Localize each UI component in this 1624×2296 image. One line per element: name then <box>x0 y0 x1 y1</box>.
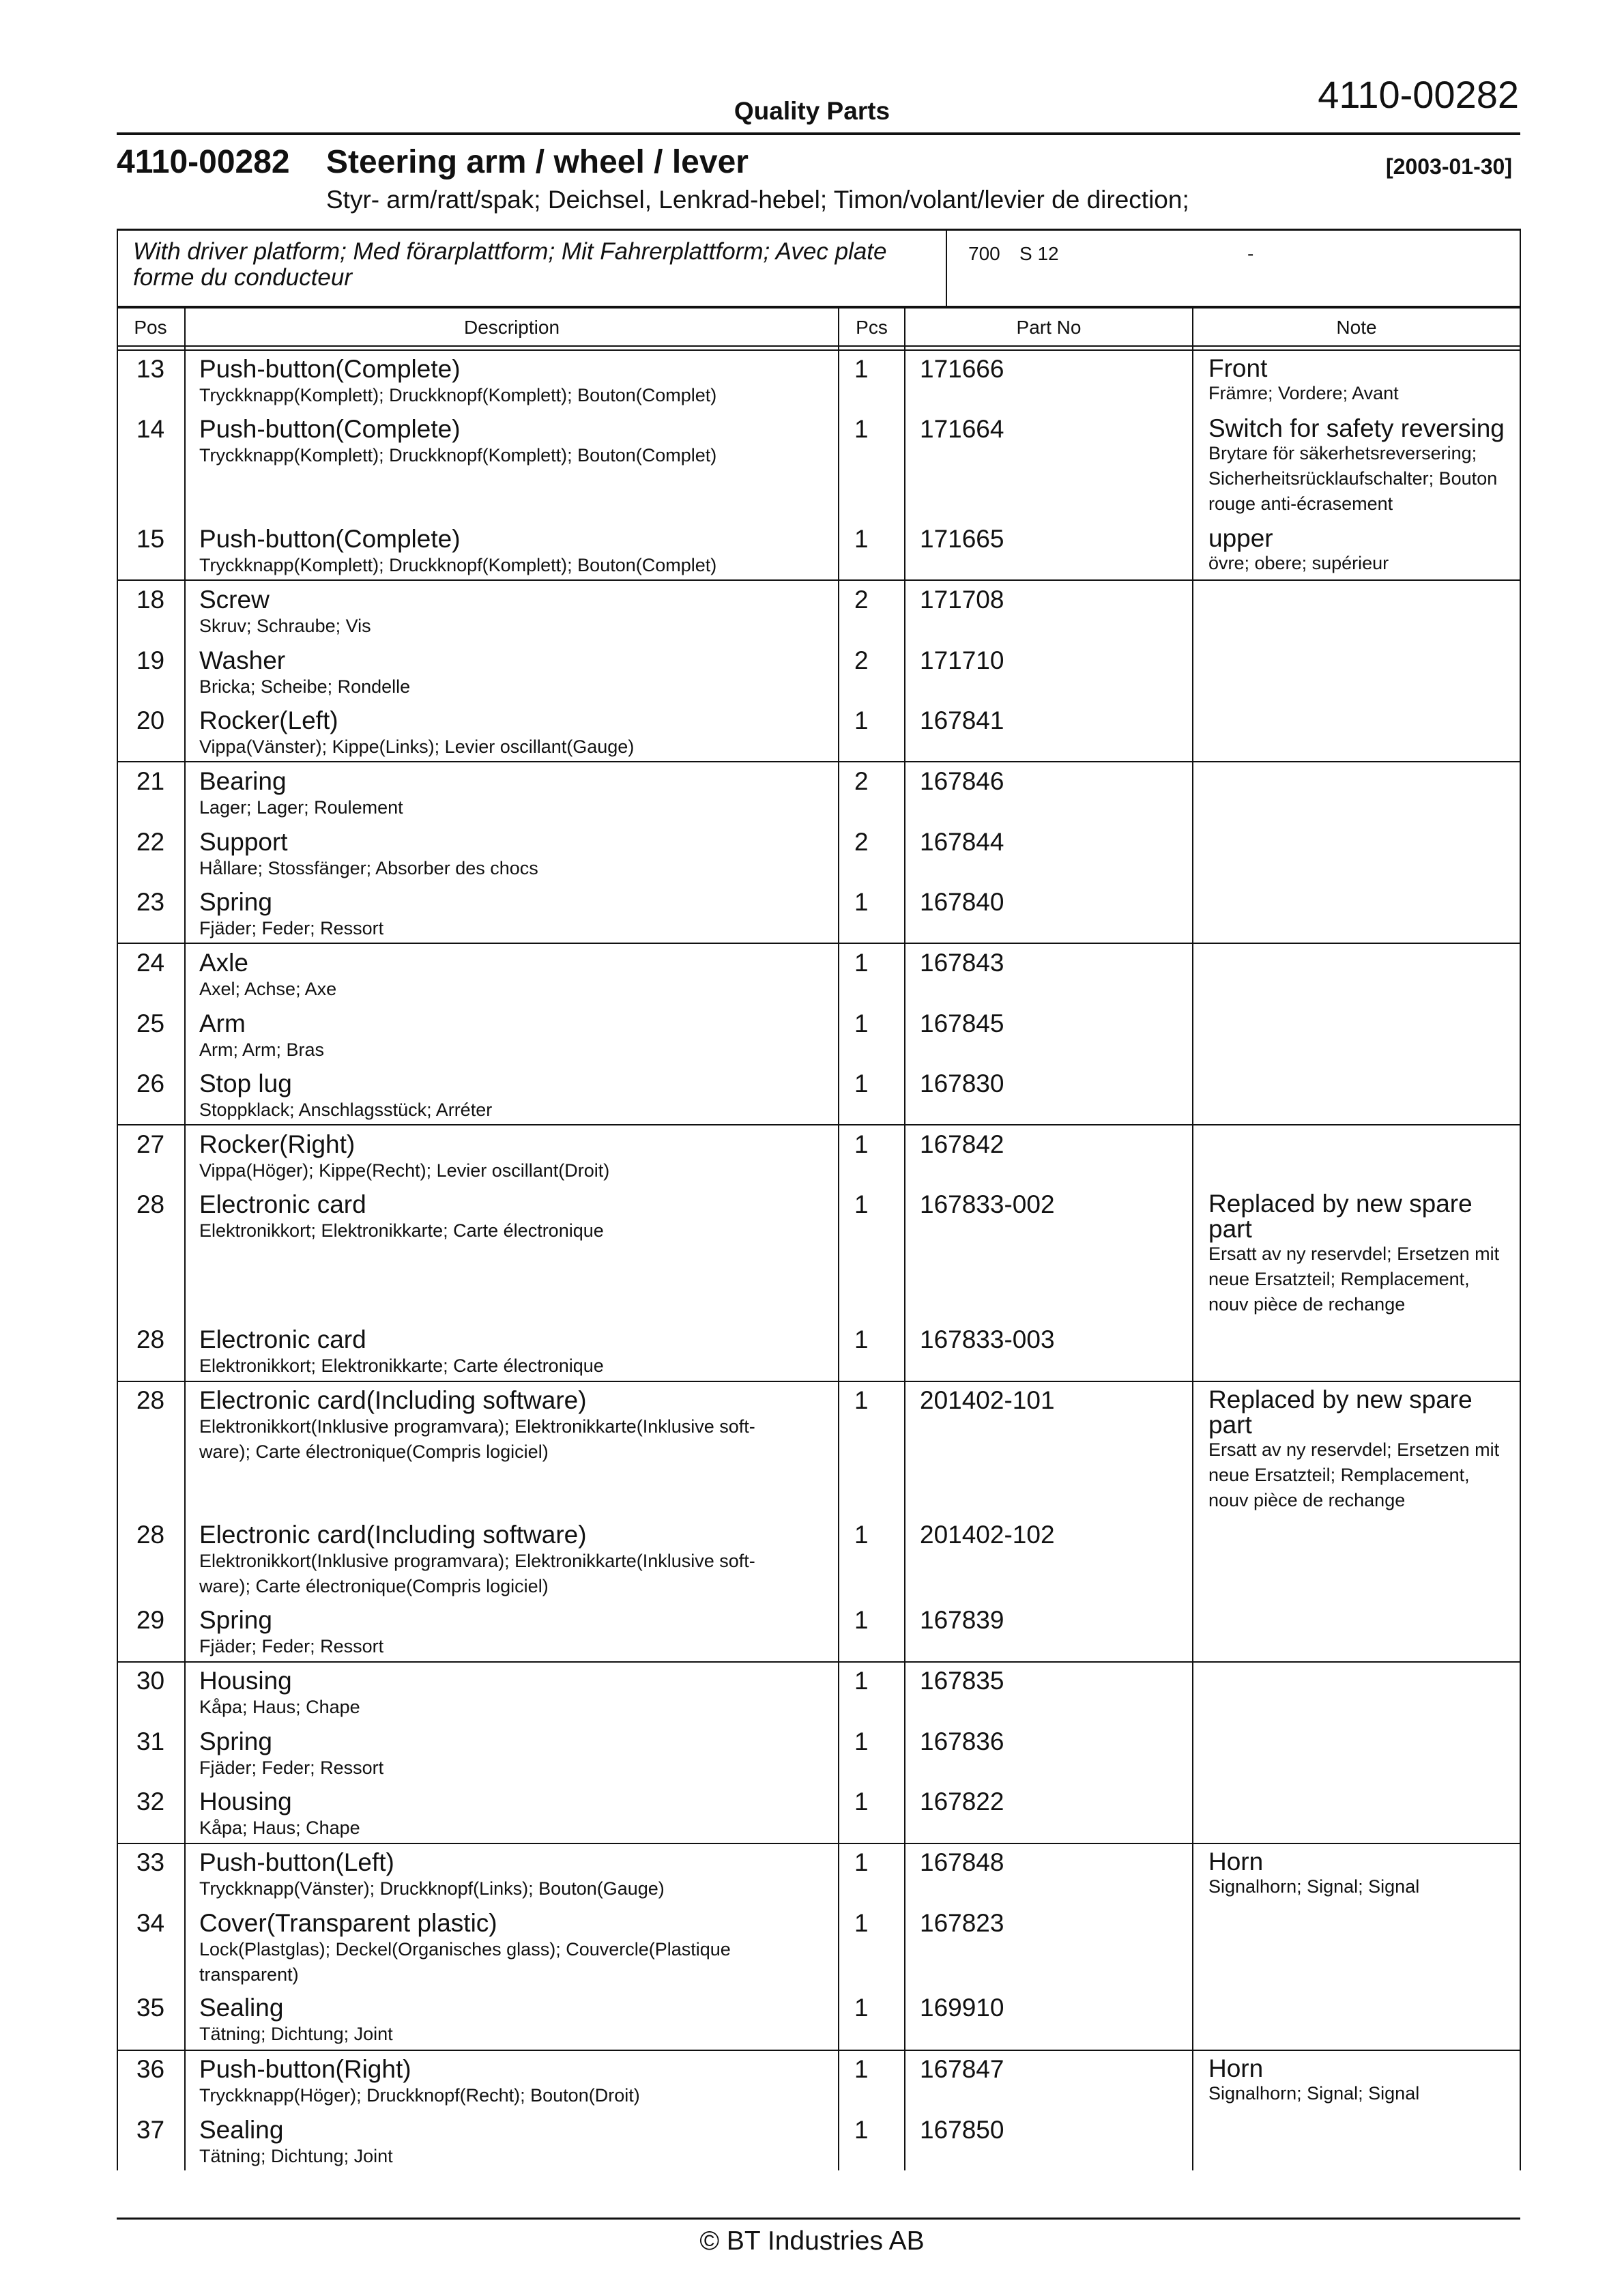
row-pos: 35 <box>136 1994 165 2022</box>
row-description <box>199 1788 772 1841</box>
row-description <box>199 707 772 760</box>
column-header-note: Note <box>1336 317 1377 338</box>
row-part-no: 171665 <box>920 525 1004 553</box>
row-description-main: Push-button(Complete) <box>199 415 461 443</box>
row-pcs: 1 <box>854 1606 869 1634</box>
row-note-main: Horn <box>1208 2054 1264 2082</box>
row-description-main: Stop lug <box>199 1070 292 1097</box>
row-description-main: Washer <box>199 646 286 674</box>
row-description-translation: Arm; Arm; Bras <box>199 1039 325 1060</box>
row-note-translation: Främre; Vordere; Avant <box>1208 383 1399 403</box>
row-description <box>199 1849 772 1902</box>
info-series: S 12 <box>1019 243 1059 264</box>
row-pcs: 2 <box>854 767 869 795</box>
info-model: 700 <box>968 243 1000 264</box>
row-description-main: Sealing <box>199 1994 284 2022</box>
row-part-no: 167839 <box>920 1606 1004 1634</box>
row-pcs: 2 <box>854 646 869 674</box>
column-header-pcs: Pcs <box>856 317 888 338</box>
row-part-no: 167833-003 <box>920 1325 1055 1353</box>
row-pos: 15 <box>136 525 165 553</box>
row-pos: 29 <box>136 1606 165 1634</box>
row-description-main: Push-button(Complete) <box>199 355 461 383</box>
row-pcs: 1 <box>854 1909 869 1937</box>
row-note-translation: Ersatt av ny reservdel; Ersetzen mit neue Ersatzteil; Remplacement, nouv pièce de rechange <box>1208 1244 1500 1315</box>
row-description-translation: Fjäder; Feder; Ressort <box>199 1757 384 1778</box>
row-pos: 33 <box>136 1848 165 1876</box>
row-description-main: Spring <box>199 888 272 916</box>
row-description-main: Push-button(Left) <box>199 1848 394 1876</box>
row-note <box>1208 416 1509 517</box>
row-pcs: 1 <box>854 2055 869 2083</box>
row-description-main: Support <box>199 828 288 856</box>
row-description-translation: Hållare; Stossfänger; Absorber des chocs <box>199 858 538 878</box>
row-description <box>199 1910 772 1988</box>
group-code: 4110-00282 <box>117 144 290 180</box>
row-pos: 21 <box>136 767 165 795</box>
row-description-translation: Tryckknapp(Komplett); Druckknopf(Komplett); Bouton(Complet) <box>199 385 717 405</box>
row-part-no: 167841 <box>920 706 1004 734</box>
row-pos: 26 <box>136 1070 165 1097</box>
row-pos: 13 <box>136 355 165 383</box>
row-note <box>1208 2056 1509 2106</box>
row-description <box>199 2116 772 2169</box>
row-note-translation: övre; obere; supérieur <box>1208 553 1389 573</box>
row-description <box>199 1521 772 1599</box>
row-part-no: 167845 <box>920 1009 1004 1037</box>
group-separator <box>117 2050 1521 2051</box>
row-pcs: 1 <box>854 706 869 734</box>
row-description-main: Housing <box>199 1788 292 1816</box>
row-pos: 25 <box>136 1009 165 1037</box>
row-description-translation: Fjäder; Feder; Ressort <box>199 918 384 938</box>
row-description-translation: Tryckknapp(Vänster); Druckknopf(Links); Bouton(Gauge) <box>199 1878 665 1899</box>
group-separator <box>117 943 1521 944</box>
row-description <box>199 2056 772 2108</box>
row-pos: 28 <box>136 1325 165 1353</box>
row-description-main: Cover(Transparent plastic) <box>199 1909 497 1937</box>
group-separator <box>117 1661 1521 1663</box>
row-pos: 22 <box>136 828 165 856</box>
row-pcs: 1 <box>854 1070 869 1097</box>
row-description <box>199 829 772 881</box>
row-pcs: 2 <box>854 828 869 856</box>
row-description <box>199 768 772 820</box>
row-description-main: Bearing <box>199 767 287 795</box>
row-description <box>199 949 772 1002</box>
row-description <box>199 1667 772 1720</box>
row-pcs: 1 <box>854 1727 869 1755</box>
row-description-translation: Axel; Achse; Axe <box>199 979 337 999</box>
row-pcs: 1 <box>854 2116 869 2144</box>
row-description-main: Arm <box>199 1009 246 1037</box>
row-part-no: 167836 <box>920 1727 1004 1755</box>
row-part-no: 171710 <box>920 646 1004 674</box>
row-description <box>199 526 772 578</box>
row-description-main: Sealing <box>199 2116 284 2144</box>
row-description <box>199 1728 772 1781</box>
row-description-main: Push-button(Right) <box>199 2055 411 2083</box>
row-description-main: Spring <box>199 1606 272 1634</box>
column-header-description: Description <box>463 317 560 338</box>
row-description-main: Electronic card <box>199 1325 366 1353</box>
row-pos: 28 <box>136 1386 165 1414</box>
row-description <box>199 416 772 468</box>
row-description-translation: Lager; Lager; Roulement <box>199 797 403 818</box>
page-number: 4110-00282 <box>1318 73 1519 116</box>
row-description-translation: Stoppklack; Anschlagsstück; Arréter <box>199 1100 493 1120</box>
col-rule-pos <box>184 307 186 2170</box>
footer-copyright: © BT Industries AB <box>699 2226 925 2256</box>
row-description-main: Spring <box>199 1727 272 1755</box>
row-part-no: 169910 <box>920 1994 1004 2022</box>
frame-right-rule <box>1520 229 1521 2170</box>
group-separator <box>117 579 1521 581</box>
row-pos: 24 <box>136 949 165 977</box>
row-pos: 18 <box>136 586 165 614</box>
row-description-translation: Tätning; Dichtung; Joint <box>199 2146 393 2166</box>
row-description-main: Electronic card <box>199 1190 366 1218</box>
row-description-translation: Elektronikkort(Inklusive programvara); Elektronikkarte(Inklusive software); Carte électronique(Compris logiciel) <box>199 1416 755 1462</box>
row-note-main: upper <box>1208 524 1273 552</box>
row-description-main: Axle <box>199 949 248 977</box>
row-note <box>1208 1387 1509 1513</box>
row-pcs: 1 <box>854 1009 869 1037</box>
row-description-translation: Elektronikkort; Elektronikkarte; Carte électronique <box>199 1220 604 1241</box>
header-divider <box>117 132 1520 135</box>
row-part-no: 167822 <box>920 1788 1004 1816</box>
row-note-main: Switch for safety reversing <box>1208 414 1505 442</box>
col-rule-pcs <box>904 307 905 2170</box>
group-date: [2003-01-30] <box>1386 154 1512 179</box>
row-part-no: 167842 <box>920 1130 1004 1158</box>
row-pos: 14 <box>136 415 165 443</box>
row-pos: 19 <box>136 646 165 674</box>
row-description <box>199 1326 772 1379</box>
row-note <box>1208 356 1509 406</box>
row-description-translation: Vippa(Vänster); Kippe(Links); Levier oscillant(Gauge) <box>199 736 635 757</box>
group-separator <box>117 1381 1521 1382</box>
row-note-main: Replaced by new spare part <box>1208 1190 1473 1243</box>
row-note-translation: Signalhorn; Signal; Signal <box>1208 1876 1420 1897</box>
row-part-no: 167847 <box>920 2055 1004 2083</box>
row-part-no: 167844 <box>920 828 1004 856</box>
row-part-no: 201402-102 <box>920 1521 1055 1549</box>
row-description <box>199 586 772 639</box>
row-pcs: 1 <box>854 1848 869 1876</box>
col-rule-desc <box>838 307 839 2170</box>
row-pcs: 1 <box>854 1667 869 1695</box>
row-description-main: Screw <box>199 586 270 614</box>
row-note-translation: Brytare för säkerhetsreversering; Sicherheitsrücklaufschalter; Bouton rouge anti-écrasement <box>1208 443 1498 514</box>
row-pcs: 1 <box>854 949 869 977</box>
row-description-main: Rocker(Left) <box>199 706 338 734</box>
footer-divider <box>117 2218 1520 2220</box>
row-part-no: 201402-101 <box>920 1386 1055 1414</box>
row-description-main: Electronic card(Including software) <box>199 1386 587 1414</box>
row-description <box>199 1010 772 1063</box>
row-part-no: 167830 <box>920 1070 1004 1097</box>
row-description-main: Push-button(Complete) <box>199 525 461 553</box>
row-pcs: 1 <box>854 1190 869 1218</box>
row-description-translation: Tryckknapp(Komplett); Druckknopf(Komplett); Bouton(Complet) <box>199 555 717 575</box>
row-description <box>199 647 772 700</box>
row-description-main: Housing <box>199 1667 292 1695</box>
header-double-rule <box>117 349 1521 351</box>
row-description <box>199 1070 772 1123</box>
row-description-translation: Fjäder; Feder; Ressort <box>199 1636 384 1656</box>
row-description-translation: Lock(Plastglas); Deckel(Organisches glass); Couvercle(Plastique transparent) <box>199 1939 731 1985</box>
row-description-translation: Bricka; Scheibe; Rondelle <box>199 676 411 697</box>
row-pos: 23 <box>136 888 165 916</box>
group-title: Steering arm / wheel / lever <box>326 144 749 180</box>
row-note <box>1208 1191 1509 1317</box>
row-note-main: Front <box>1208 354 1268 382</box>
group-separator <box>117 761 1521 762</box>
column-header-part-no: Part No <box>1016 317 1082 338</box>
row-description-main: Rocker(Right) <box>199 1130 356 1158</box>
row-part-no: 167846 <box>920 767 1004 795</box>
row-pos: 30 <box>136 1667 165 1695</box>
row-description <box>199 1994 772 2047</box>
row-part-no: 167843 <box>920 949 1004 977</box>
row-pos: 34 <box>136 1909 165 1937</box>
row-description-translation: Elektronikkort; Elektronikkarte; Carte électronique <box>199 1355 604 1376</box>
row-description-translation: Vippa(Höger); Kippe(Recht); Levier oscillant(Droit) <box>199 1160 610 1181</box>
row-pos: 31 <box>136 1727 165 1755</box>
row-pos: 28 <box>136 1190 165 1218</box>
group-subtitle: Styr- arm/ratt/spak; Deichsel, Lenkrad-hebel; Timon/volant/levier de direction; <box>326 186 1189 214</box>
row-pcs: 1 <box>854 1788 869 1816</box>
row-note-main: Replaced by new spare part <box>1208 1386 1473 1439</box>
row-part-no: 167833-002 <box>920 1190 1055 1218</box>
row-pcs: 1 <box>854 415 869 443</box>
row-part-no: 167850 <box>920 2116 1004 2144</box>
row-description-translation: Tryckknapp(Höger); Druckknopf(Recht); Bouton(Droit) <box>199 2085 640 2106</box>
row-part-no: 171708 <box>920 586 1004 614</box>
row-note-translation: Ersatt av ny reservdel; Ersetzen mit neue Ersatzteil; Remplacement, nouv pièce de rechange <box>1208 1439 1500 1510</box>
column-header-pos: Pos <box>134 317 167 338</box>
row-part-no: 167835 <box>920 1667 1004 1695</box>
row-pcs: 1 <box>854 1325 869 1353</box>
row-description <box>199 1387 772 1465</box>
row-pcs: 1 <box>854 1130 869 1158</box>
row-description <box>199 356 772 408</box>
row-pcs: 1 <box>854 1521 869 1549</box>
row-pos: 32 <box>136 1788 165 1816</box>
row-description-translation: Elektronikkort(Inklusive programvara); Elektronikkarte(Inklusive software); Carte électronique(Compris logiciel) <box>199 1551 755 1596</box>
row-part-no: 167840 <box>920 888 1004 916</box>
row-description-translation: Tryckknapp(Komplett); Druckknopf(Komplett); Bouton(Complet) <box>199 445 717 465</box>
row-note-main: Horn <box>1208 1848 1264 1876</box>
info-dash: - <box>1247 243 1254 264</box>
row-description-translation: Tätning; Dichtung; Joint <box>199 2024 393 2044</box>
row-description-translation: Kåpa; Haus; Chape <box>199 1818 360 1838</box>
row-part-no: 171666 <box>920 355 1004 383</box>
row-part-no: 171664 <box>920 415 1004 443</box>
row-pcs: 1 <box>854 525 869 553</box>
row-pcs: 1 <box>854 1386 869 1414</box>
row-description-translation: Skruv; Schraube; Vis <box>199 616 371 636</box>
info-divider <box>946 229 947 307</box>
row-pos: 36 <box>136 2055 165 2083</box>
info-bottom-rule <box>117 306 1521 308</box>
row-pos: 28 <box>136 1521 165 1549</box>
row-pcs: 1 <box>854 355 869 383</box>
row-pcs: 1 <box>854 1994 869 2022</box>
page-title: Quality Parts <box>734 97 890 125</box>
frame-top-rule <box>117 229 1521 231</box>
row-description-main: Electronic card(Including software) <box>199 1521 587 1549</box>
group-separator <box>117 1843 1521 1844</box>
row-part-no: 167823 <box>920 1909 1004 1937</box>
group-separator <box>117 1124 1521 1125</box>
info-description: With driver platform; Med förarplattform; Mit Fahrerplattform; Avec plate forme du conducteur <box>133 238 887 291</box>
row-description-translation: Kåpa; Haus; Chape <box>199 1697 360 1717</box>
row-description <box>199 1131 772 1183</box>
row-note <box>1208 1849 1509 1899</box>
row-pos: 37 <box>136 2116 165 2144</box>
row-pcs: 1 <box>854 888 869 916</box>
header-bottom-rule <box>117 345 1521 347</box>
row-description <box>199 1191 772 1244</box>
row-description <box>199 1607 772 1659</box>
row-note-translation: Signalhorn; Signal; Signal <box>1208 2083 1420 2104</box>
row-part-no: 167848 <box>920 1848 1004 1876</box>
row-description <box>199 889 772 941</box>
row-pos: 27 <box>136 1130 165 1158</box>
row-pcs: 2 <box>854 586 869 614</box>
row-pos: 20 <box>136 706 165 734</box>
row-note <box>1208 526 1509 576</box>
